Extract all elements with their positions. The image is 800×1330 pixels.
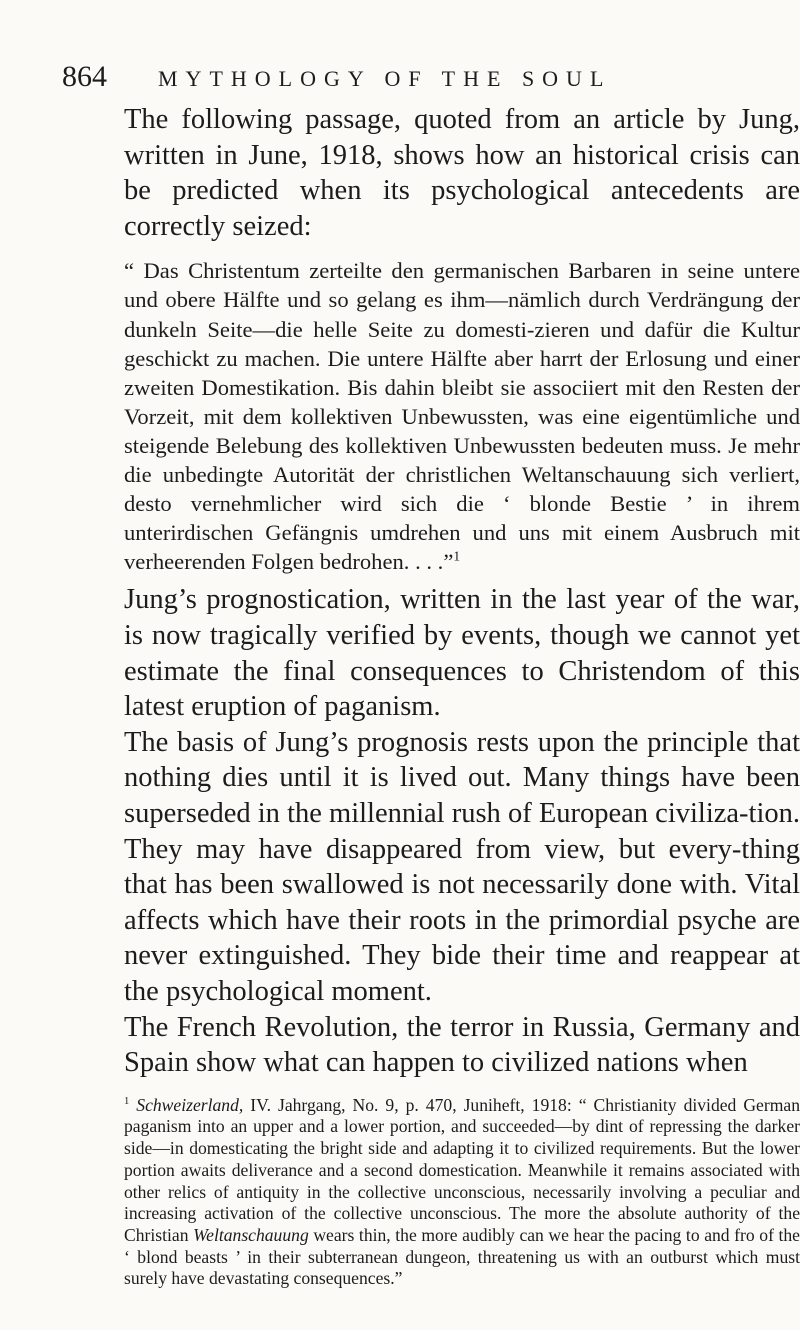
running-head: [62, 60, 800, 98]
page-number: 864: [62, 60, 107, 93]
footnote-marker: 1: [124, 1095, 130, 1107]
book-page: [62, 60, 800, 1330]
footnote-italic-term: Weltanschauung: [193, 1224, 309, 1245]
footnote: [124, 1095, 800, 1290]
paragraph-french-revolution: The French Revolution, the terror in Russia, Germany and Spain show what can happen to civilized nations when: [124, 1011, 800, 1079]
quotation-text: “ Das Christentum zerteilte den germanischen Barbaren in seine untere und obere Hälfte und so gelang es ihm—nämlich durch Verdrängung der dunkeln Seite—die helle Seite zu domesti-zieren und dafür die Kultur geschickt zu machen. Die untere Hälfte aber harrt der Erlosung und einer zweiten Domestikation. Bis dahin bleibt sie associiert mit den Resten der Vorzeit, mit dem kollektiven Unbewussten, was eine eigentümliche und steigende Belebung des kollektiven Unbewussten bedeuten muss. Je mehr die unbedingte Autorität der christlichen Weltanschauung sich verliert, desto vernehmlicher wird sich die ‘ blonde Bestie ’ in ihrem unterirdischen Gefängnis umdrehen und uns mit einem Ausbruch mit verheerenden Folgen bedrohen. . . .”: [124, 258, 800, 575]
footnote-reference: 1: [453, 548, 461, 564]
running-title: MYTHOLOGY OF THE SOUL: [158, 66, 612, 91]
footnote-source-title: Schweizerland,: [136, 1094, 244, 1115]
footnote-text: IV. Jahrgang, No. 9, p. 470, Juniheft, 1918: “ Christianity divided German paganism into an upper and a lower portion, and succeeded—by dint of repressing the darker side—in domesticating the bright side and adapting it to civilized requirements. But the lower portion awaits deliverance and a second domestication. Meanwhile it remains associated with other relics of antiquity in the collective unconscious, necessarily involving a peculiar and increasing activation of the collective unconscious. The more the absolute authority of the Christian: [124, 1094, 800, 1245]
german-quotation: [124, 256, 800, 576]
intro-paragraph: The following passage, quoted from an article by Jung, written in June, 1918, shows how an historical crisis can be predicted when its psychological antecedents are correctly seized:: [124, 104, 800, 242]
footnote-text-end: wears thin, the more audibly can we hear the pacing to and fro of the ‘ blond beasts ’ in their subterranean dungeon, threatening us with an outburst which must surely have devastating consequences.”: [124, 1224, 800, 1289]
paragraph-prognosis-basis: The basis of Jung’s prognosis rests upon the principle that nothing dies until it is lived out. Many things have been superseded in the millennial rush of European civiliza-tion. They may have disappeared from view, but every-thing that has been swallowed is not necessarily done with. Vital affects which have their roots in the primordial psyche are never extinguished. They bide their time and reappear at the psychological moment.: [124, 726, 800, 1007]
paragraph-prognostication: Jung’s prognostication, written in the last year of the war, is now tragically verified by events, though we cannot yet estimate the final consequences to Christendom of this latest eruption of paganism.: [124, 584, 800, 723]
